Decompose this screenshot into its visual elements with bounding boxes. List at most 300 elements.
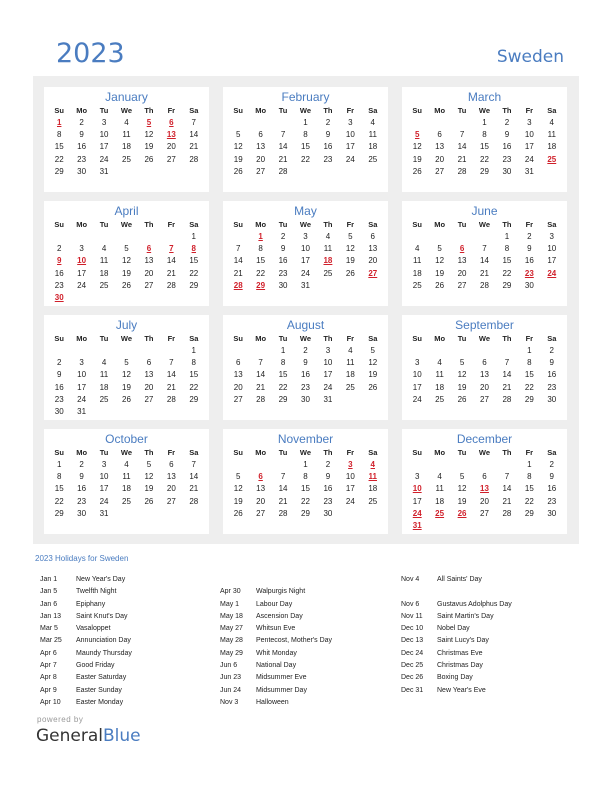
holiday-row [220,685,332,697]
day: 27 [233,394,243,404]
day: 30 [524,280,534,290]
day: 7 [258,358,263,368]
day-grid [48,447,205,520]
day: 18 [122,142,131,152]
weekday-header: Fr [525,334,534,343]
day: 5 [370,346,375,355]
day: 29 [301,508,310,518]
day: 27 [435,166,445,176]
day-grid [406,333,563,406]
day: 5 [235,130,241,140]
day: 2 [504,118,510,127]
day: 8 [504,244,510,254]
day: 26 [122,280,131,290]
day: 26 [345,268,355,278]
holiday-row [401,648,512,660]
day: 10 [99,130,109,140]
empty-day [160,231,182,243]
day: 24 [345,496,355,506]
day: 2 [280,232,286,241]
holiday-date: Jan 13 [40,612,62,620]
holiday-row [220,648,332,660]
day: 22 [189,382,199,392]
day: 9 [280,244,286,254]
holiday-row [401,611,512,623]
day: 30 [502,166,512,176]
day: 6 [258,130,263,140]
month-name: September [455,318,514,332]
day: 14 [166,370,176,380]
day: 30 [278,280,288,290]
empty-day [227,231,249,243]
holiday-column-2 [220,574,332,709]
day: 11 [346,358,355,368]
day: 18 [435,496,445,506]
day: 11 [435,484,444,494]
day: 11 [99,256,109,266]
day: 4 [437,358,442,368]
day: 8 [191,358,196,368]
day: 25 [412,280,422,290]
day: 11 [435,370,444,380]
holiday-day: 9 [56,256,62,266]
month-january [44,87,209,192]
day: 26 [144,154,154,164]
weekday-header: Mo [255,334,267,343]
day: 19 [122,268,131,278]
weekday-header: Mo [434,334,446,343]
day: 4 [325,232,331,241]
day: 12 [457,370,467,380]
day: 5 [235,472,241,482]
day: 12 [368,358,378,368]
holiday-day: 24 [547,268,557,278]
day: 17 [524,142,534,152]
day: 11 [122,472,131,482]
day: 5 [437,244,442,254]
weekday-header: Sa [189,106,199,115]
day: 21 [256,382,266,392]
day: 5 [124,244,129,254]
day: 25 [368,496,378,506]
day: 3 [101,460,107,469]
empty-day [473,345,495,357]
empty-day [70,345,92,357]
day-grid [406,105,563,178]
holiday-date: Jun 6 [220,662,238,670]
day: 23 [502,154,512,164]
weekday-header: Tu [457,106,467,115]
weekday-header: We [120,334,133,343]
day: 2 [56,244,62,254]
day: 28 [166,280,176,290]
day: 26 [435,280,445,290]
day: 20 [256,496,266,506]
day: 28 [278,508,288,518]
empty-day [406,459,428,471]
holiday-row [40,648,132,660]
day: 15 [524,484,534,494]
day: 2 [325,118,331,127]
weekday-header: Su [412,448,422,457]
day: 10 [345,472,355,482]
day: 31 [77,406,87,416]
day: 18 [412,268,422,278]
weekday-header: We [299,334,312,343]
empty-day [451,231,473,243]
day: 31 [524,166,534,176]
brand-logo[interactable] [36,726,141,746]
day: 4 [124,118,129,127]
day: 22 [480,154,489,164]
holiday-name: Nobel Day [437,625,470,633]
month-may [223,201,388,306]
day: 23 [323,496,333,506]
holiday-date: May 27 [220,625,243,633]
holiday-row [401,685,512,697]
day: 28 [457,166,467,176]
holiday-date: Apr 8 [40,674,57,682]
holiday-name: New Year's Eve [437,686,486,694]
weekday-header: Th [502,448,512,457]
holiday-name: Whitsun Eve [256,625,296,633]
day: 16 [278,256,288,266]
day: 10 [301,244,310,254]
day: 22 [524,382,534,392]
weekday-header: Th [502,220,512,229]
day: 22 [301,496,310,506]
holiday-day: 24 [412,508,422,518]
weekday-header: Sa [189,334,199,343]
empty-day [496,459,518,471]
holiday-name: New Year's Day [76,576,126,583]
day: 29 [278,394,288,404]
holiday-date: Jun 24 [220,686,242,694]
empty-day [138,345,160,357]
brand-general: General [36,726,103,746]
weekday-header: We [299,220,312,229]
day: 4 [101,244,107,254]
day: 9 [56,370,62,380]
day: 23 [54,394,64,404]
empty-day [249,459,271,471]
holiday-name: Labour Day [256,600,293,608]
day: 23 [323,154,333,164]
day: 21 [278,154,288,164]
day: 11 [323,244,333,254]
day: 8 [527,358,532,368]
day: 28 [480,280,489,290]
day: 20 [435,154,445,164]
day: 1 [303,460,308,469]
day: 8 [280,358,286,368]
day: 16 [77,142,87,152]
day: 17 [412,382,422,392]
day: 17 [77,382,87,392]
day: 12 [345,244,355,254]
day: 25 [345,382,355,392]
day: 21 [502,382,512,392]
day: 28 [166,394,176,404]
day: 6 [370,232,375,241]
day: 22 [54,496,64,506]
day: 4 [348,346,353,355]
day: 17 [99,142,109,152]
day: 14 [256,370,266,380]
empty-day [249,117,271,129]
day: 7 [504,472,510,482]
day: 2 [79,460,84,469]
day-grid [227,447,384,520]
empty-day [227,117,249,129]
holiday-name: Epiphany [76,600,106,608]
day: 4 [124,460,129,469]
day: 26 [144,496,154,506]
brand-blue: Blue [103,726,141,746]
day: 19 [122,382,131,392]
day: 19 [435,268,445,278]
weekday-header: Sa [547,106,557,115]
day: 2 [549,346,554,355]
empty-day [115,345,137,357]
holiday-date: Jan 1 [40,576,58,583]
day: 9 [303,358,308,368]
day: 21 [457,154,467,164]
empty-day [473,459,495,471]
holiday-day: 6 [459,244,465,254]
holiday-day: 31 [412,520,422,530]
day: 10 [412,370,422,380]
day: 15 [301,142,310,152]
day: 27 [256,166,266,176]
day: 21 [166,268,176,278]
day: 7 [504,358,510,368]
day: 25 [323,268,333,278]
holiday-row [401,574,512,586]
day: 26 [368,382,378,392]
month-october [44,429,209,534]
empty-day [451,345,473,357]
holiday-day: 6 [258,472,263,482]
day: 27 [166,154,176,164]
weekday-header: We [120,448,133,457]
day: 27 [480,508,489,518]
day: 9 [549,472,554,482]
day: 7 [191,118,196,127]
holiday-name: All Saints' Day [437,576,482,583]
day: 4 [414,244,420,254]
weekday-header: Th [502,334,512,343]
day: 16 [323,142,333,152]
holiday-row [220,599,332,611]
holiday-day: 1 [258,232,263,241]
day: 18 [122,484,131,494]
day: 5 [146,460,152,469]
weekday-header: Su [54,334,64,343]
day: 20 [256,154,266,164]
weekday-header: Tu [457,334,467,343]
day: 13 [480,370,489,380]
weekday-header: Mo [76,220,88,229]
day: 27 [144,280,154,290]
day-grid [227,219,384,292]
holiday-name: Whit Monday [256,649,297,657]
day: 14 [502,484,512,494]
day: 22 [502,268,512,278]
weekday-header: We [478,106,491,115]
holiday-name: Boxing Day [437,674,473,682]
day: 15 [189,256,199,266]
day: 29 [480,166,489,176]
day: 14 [457,142,467,152]
holiday-name: Easter Sunday [76,686,122,694]
day: 18 [368,142,378,152]
holiday-day: 8 [191,244,196,254]
holiday-day: 28 [233,280,243,290]
empty-day [48,231,70,243]
day: 1 [191,346,196,355]
day: 7 [482,244,487,254]
weekday-header: Su [233,106,243,115]
weekday-header: Tu [278,448,288,457]
weekday-header: Su [54,106,64,115]
month-name: December [456,432,513,446]
day: 30 [301,394,310,404]
holiday-date: Nov 4 [401,576,420,583]
day: 1 [482,118,487,127]
day: 13 [256,484,266,494]
holiday-name: Midsummer Day [256,686,307,694]
month-name: August [286,318,325,332]
weekday-header: Mo [76,448,88,457]
day: 24 [77,394,87,404]
holiday-name: Twelfth Night [76,588,117,596]
day: 27 [144,394,154,404]
weekday-header: Th [323,106,333,115]
day: 1 [527,460,532,469]
holiday-date: Dec 25 [401,662,424,670]
day-grid [227,333,384,406]
holiday-date: Nov 3 [220,698,239,706]
holiday-date [220,574,256,586]
weekday-header: We [478,334,491,343]
day: 5 [124,358,129,368]
holiday-day: 30 [54,292,64,302]
weekday-header: Sa [189,220,199,229]
day: 3 [101,118,107,127]
day: 19 [144,142,154,152]
holiday-date [401,586,437,598]
weekday-header: Th [502,106,512,115]
day: 31 [99,166,109,176]
empty-day [428,117,450,129]
holiday-row [40,672,132,684]
weekday-header: Fr [167,334,176,343]
weekday-header: Fr [167,220,176,229]
weekday-header: Su [412,220,422,229]
holiday-name: Maundy Thursday [76,649,132,657]
day: 31 [301,280,310,290]
day: 20 [480,496,489,506]
holiday-date: May 29 [220,649,243,657]
holiday-day: 18 [323,256,333,266]
weekday-header: Mo [434,106,446,115]
holiday-day: 10 [77,256,87,266]
day: 25 [99,394,109,404]
holiday-name: Christmas Day [437,662,483,670]
day: 26 [457,394,467,404]
day: 11 [368,130,377,140]
day: 24 [345,154,355,164]
day: 29 [54,166,64,176]
holiday-row [40,599,132,611]
day: 9 [79,472,84,482]
month-name: November [277,432,334,446]
empty-day [249,345,271,357]
day: 27 [480,394,489,404]
holiday-date: Mar 25 [40,637,62,645]
weekday-header: We [120,220,133,229]
day: 23 [77,496,87,506]
day: 28 [278,166,288,176]
weekday-header: Su [233,448,243,457]
month-name: June [471,204,498,218]
holiday-name: Saint Knut's Day [76,612,128,620]
holiday-name: Saint Martin's Day [437,612,494,620]
day: 14 [166,256,176,266]
day: 22 [189,268,199,278]
months-grid [44,87,567,534]
day: 16 [502,142,512,152]
day: 13 [233,370,243,380]
holiday-day: 6 [146,244,152,254]
day: 30 [77,166,87,176]
day: 10 [345,130,355,140]
holiday-row [40,623,132,635]
weekday-header: Th [144,220,154,229]
day: 28 [189,496,199,506]
day: 2 [303,346,308,355]
day: 8 [303,472,308,482]
day: 1 [527,346,532,355]
day: 8 [258,244,263,254]
day: 16 [547,370,557,380]
weekday-header: Tu [99,334,109,343]
country-title: Sweden [496,47,564,67]
day: 26 [233,166,243,176]
day: 5 [348,232,353,241]
holiday-date: Dec 13 [401,637,424,645]
day: 16 [301,370,310,380]
day: 23 [77,154,87,164]
month-august [223,315,388,420]
day: 13 [256,142,266,152]
day: 17 [77,268,87,278]
day: 13 [144,370,154,380]
day: 8 [56,472,62,482]
day: 21 [233,268,243,278]
day: 12 [122,256,131,266]
day: 1 [504,232,510,241]
day: 3 [527,118,532,127]
day: 24 [301,268,310,278]
day: 3 [348,118,353,127]
day: 4 [370,118,375,127]
holiday-day: 29 [256,280,266,290]
weekday-header: We [478,448,491,457]
weekday-header: Th [144,448,154,457]
day: 26 [233,508,243,518]
